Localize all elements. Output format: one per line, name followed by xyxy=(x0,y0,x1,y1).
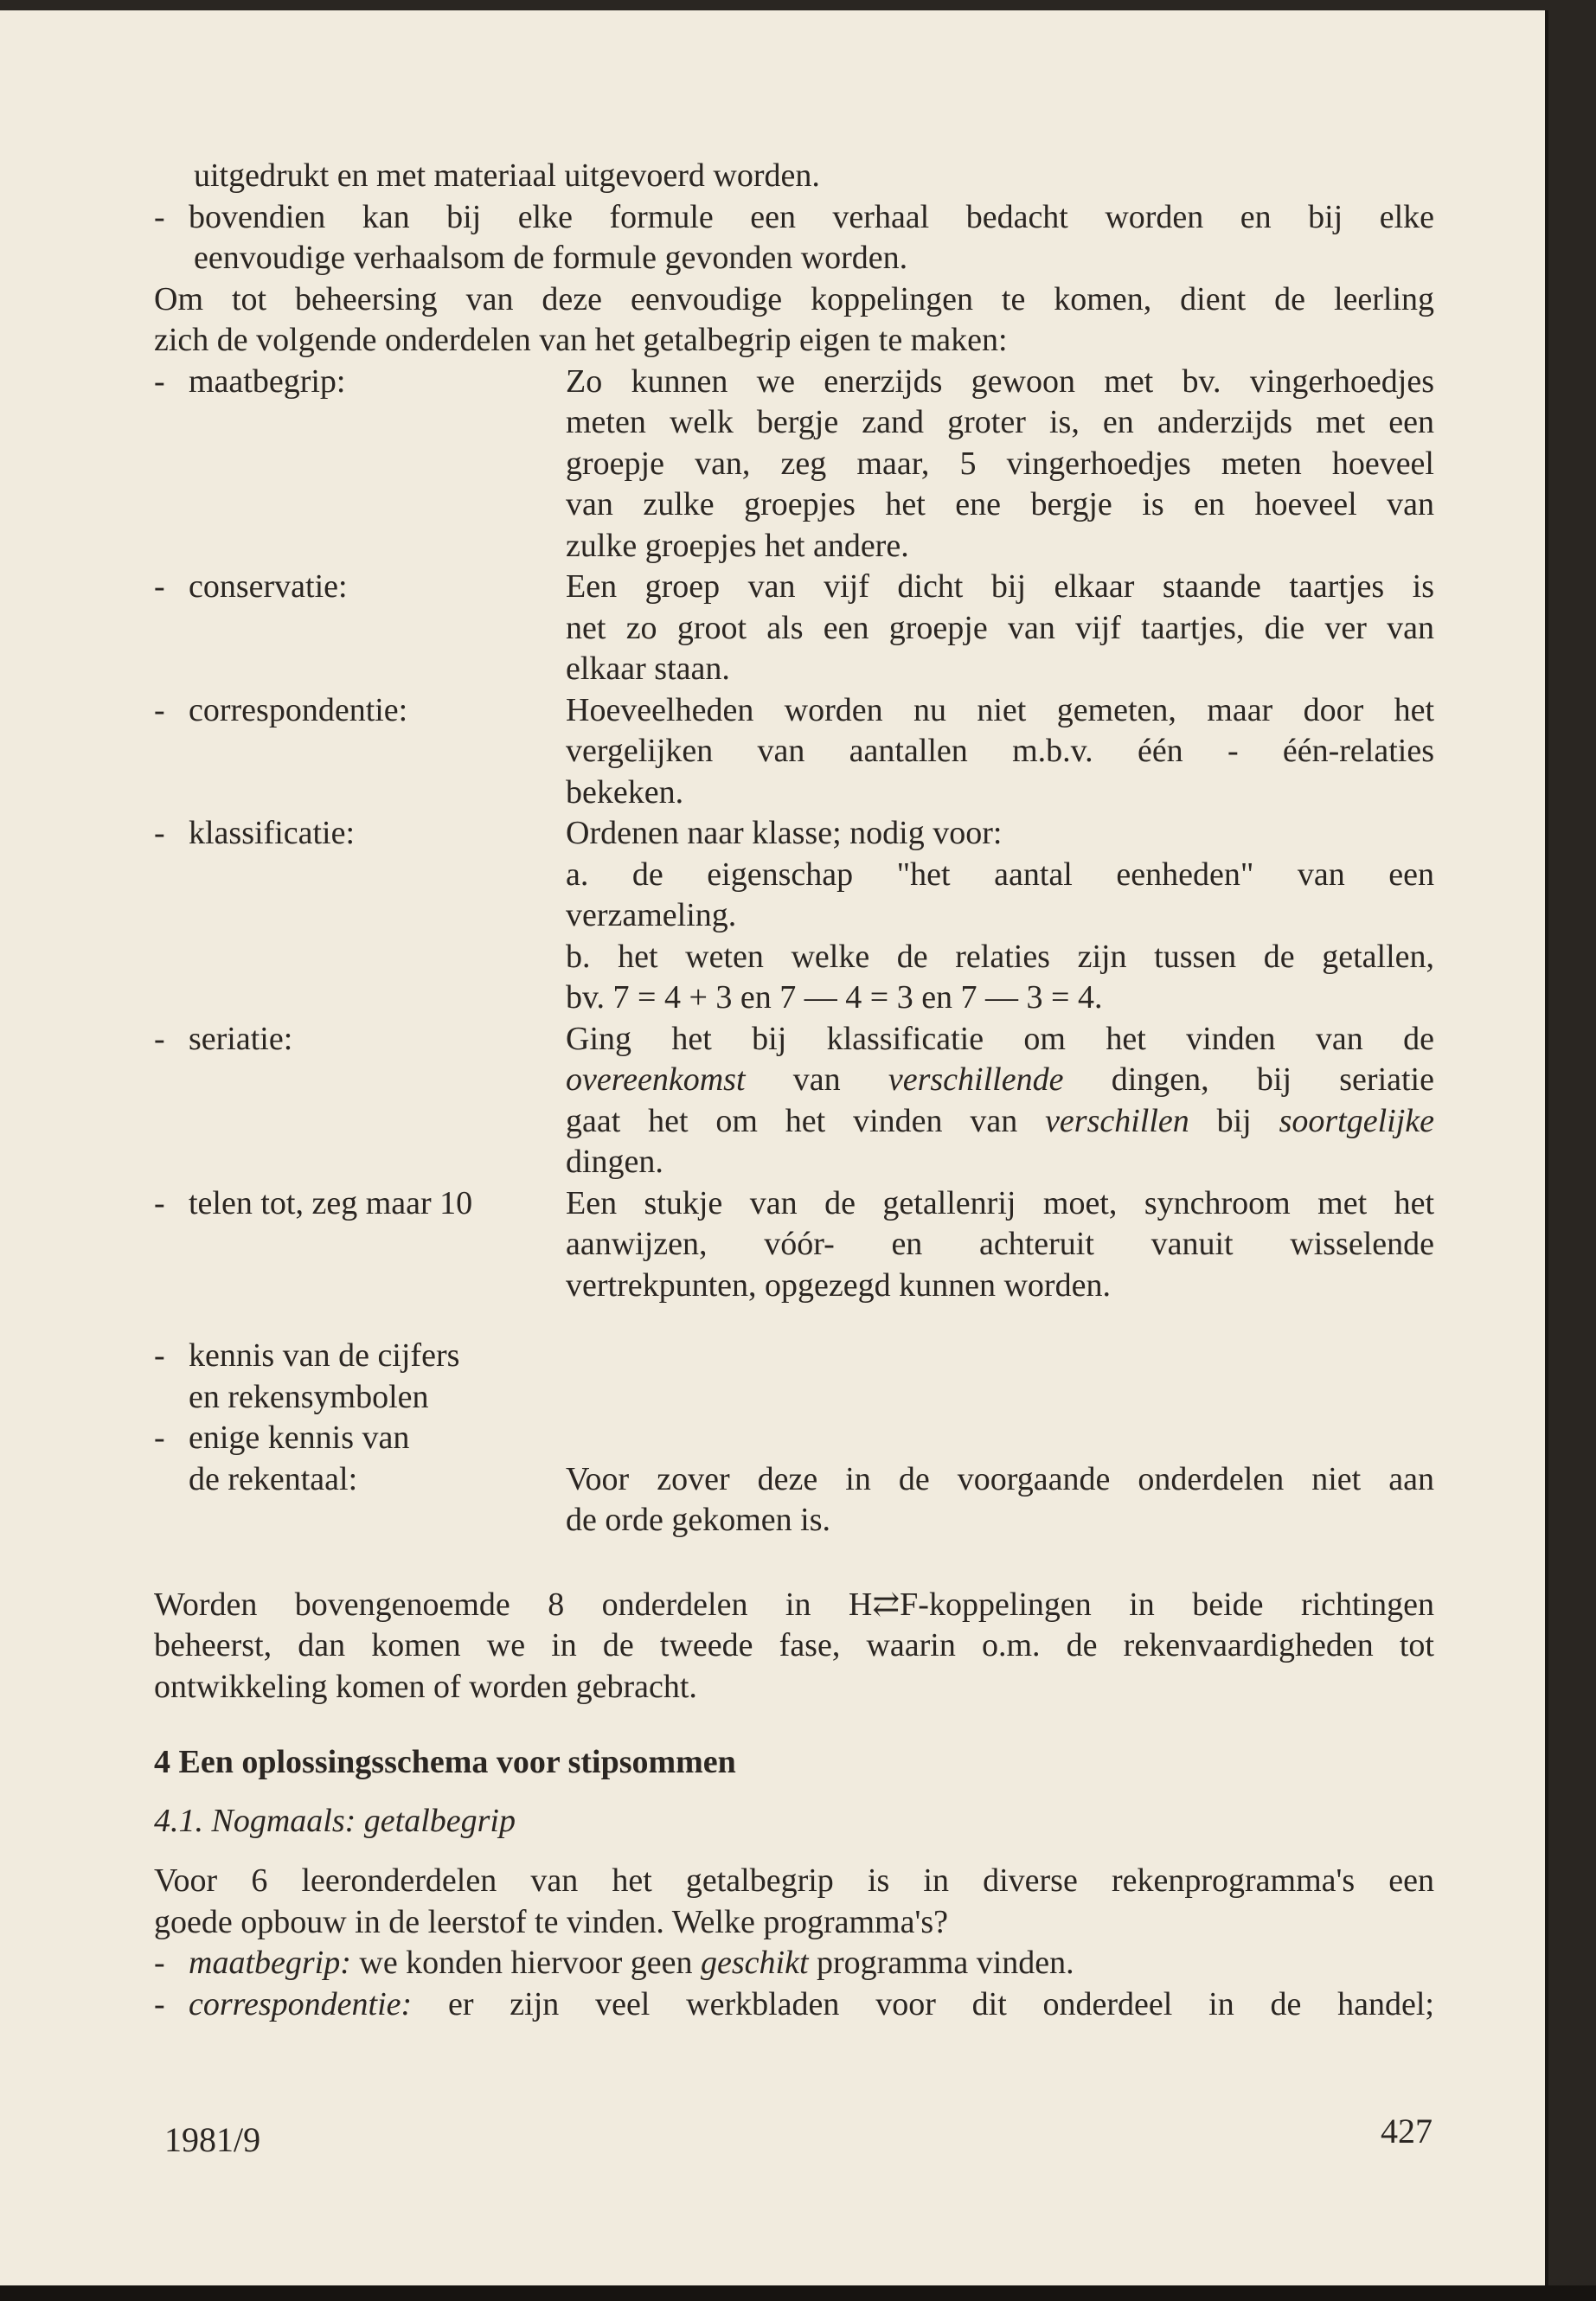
bullet-dash: - xyxy=(154,1985,165,2022)
term-label: conservatie: xyxy=(189,568,348,605)
bullet-dash: - xyxy=(154,198,165,235)
page-content xyxy=(154,156,1434,2025)
list-term xyxy=(154,1019,566,1183)
description-line: de orde gekomen is. xyxy=(566,1502,831,1538)
bullet-dash: - xyxy=(154,815,165,851)
bullet-dash: - xyxy=(154,1184,165,1221)
term-label: en rekensymbolen xyxy=(189,1378,429,1415)
issue-number: 1981/9 xyxy=(164,2120,261,2159)
emphasis: maatbegrip: xyxy=(189,1945,351,1981)
list-item-klassificatie xyxy=(154,813,1434,1019)
list-item-telen xyxy=(154,1183,1434,1307)
bullet-line xyxy=(154,1984,1434,2026)
list-description xyxy=(566,362,1434,567)
list-term xyxy=(154,567,566,690)
spacer xyxy=(154,1708,1434,1742)
list-description xyxy=(566,1183,1434,1307)
intro-bullet-continuation: eenvoudige verhaalsom de formule gevonden worden. xyxy=(194,240,908,276)
bullet-dash: - xyxy=(154,1337,165,1374)
term-label: kennis van de cijfers xyxy=(189,1337,460,1374)
emphasis: soortgelijke xyxy=(1279,1102,1434,1139)
term-label: telen tot, zeg maar 10 xyxy=(189,1184,473,1221)
emphasis: correspondentie: xyxy=(189,1985,413,2022)
description-line xyxy=(566,1060,1434,1101)
term-label: klassificatie: xyxy=(189,815,356,851)
bullet-line xyxy=(154,1943,1434,1984)
page-bottom-edge xyxy=(0,2285,1596,2301)
summary-line: beheerst, dan komen we in de tweede fase, waarin o.m. de rekenvaardigheden tot xyxy=(154,1627,1434,1663)
text-run: programma vinden. xyxy=(808,1945,1074,1981)
text-run: bij xyxy=(1189,1102,1279,1139)
spacer xyxy=(154,1842,1434,1861)
summary-line: ontwikkeling komen of worden gebracht. xyxy=(154,1668,697,1705)
list-description xyxy=(566,1019,1434,1183)
list-term xyxy=(154,1183,566,1307)
spacer xyxy=(154,1541,1434,1585)
list-item-conservatie xyxy=(154,567,1434,690)
text-run: dingen, bij seriatie xyxy=(1063,1061,1434,1098)
description-line: zulke groepjes het andere. xyxy=(566,527,909,564)
description-line: Voor zover deze in de voorgaande onderdelen niet aan xyxy=(566,1460,1434,1497)
description-line: Ging het bij klassificatie om het vinden van de xyxy=(566,1020,1434,1057)
text-run: van xyxy=(745,1061,888,1098)
description-line: vergelijken van aantallen m.b.v. één - één-relaties xyxy=(566,733,1434,769)
description-line: Zo kunnen we enerzijds gewoon met bv. vingerhoedjes xyxy=(566,362,1434,400)
list-item-rekentaal xyxy=(154,1418,1434,1541)
term-label: enige kennis van xyxy=(189,1420,410,1456)
description-line xyxy=(566,1101,1434,1143)
list-description xyxy=(566,567,1434,690)
intro-bullet-line xyxy=(154,197,1434,239)
description-line: meten welk bergje zand groter is, en anderzijds met een xyxy=(566,404,1434,440)
intro-paragraph-line: zich de volgende onderdelen van het getalbegrip eigen te maken: xyxy=(154,322,1008,358)
description-line: bv. 7 = 4 + 3 en 7 — 4 = 3 en 7 — 3 = 4. xyxy=(566,979,1103,1016)
list-item-correspondentie xyxy=(154,690,1434,814)
paragraph-line: Voor 6 leeronderdelen van het getalbegrip is in diverse rekenprogramma's een xyxy=(154,1862,1434,1899)
text-run: gaat het om het vinden van xyxy=(566,1102,1046,1139)
description-line: net zo groot als een groepje van vijf taartjes, die ver van xyxy=(566,609,1434,646)
list-term xyxy=(154,813,566,1019)
term-label: seriatie: xyxy=(189,1020,293,1057)
term-label: de rekentaal: xyxy=(189,1460,358,1497)
list-description xyxy=(566,1418,1434,1541)
intro-line: uitgedrukt en met materiaal uitgevoerd worden. xyxy=(194,157,820,194)
list-description xyxy=(566,690,1434,814)
list-term xyxy=(154,1418,566,1541)
bullet-dash: - xyxy=(154,362,165,400)
emphasis: verschillen xyxy=(1045,1102,1189,1139)
section-heading: 4 Een oplossingsschema voor stipsommen xyxy=(154,1744,736,1780)
bullet-dash: - xyxy=(154,1420,165,1456)
term-line xyxy=(154,1336,566,1377)
summary-line: Worden bovengenoemde 8 onderdelen in H⇄F-koppelingen in beide richtingen xyxy=(154,1586,1434,1623)
intro-paragraph-line: Om tot beheersing van deze eenvoudige koppelingen te komen, dient de leerling xyxy=(154,280,1434,317)
term-line xyxy=(154,1418,566,1459)
text-run: er zijn veel werkbladen voor dit onderdeel in de handel; xyxy=(412,1985,1434,2022)
description-line: van zulke groepjes het ene bergje is en hoeveel van xyxy=(566,486,1434,522)
description-line: b. het weten welke de relaties zijn tussen de getallen, xyxy=(566,938,1434,975)
list-description xyxy=(566,813,1434,1019)
text-run: we konden hiervoor geen xyxy=(350,1945,702,1981)
term-label: maatbegrip: xyxy=(189,362,346,400)
term-label: correspondentie: xyxy=(189,691,408,728)
emphasis: overeenkomst xyxy=(566,1061,746,1098)
section-subheading: 4.1. Nogmaals: getalbegrip xyxy=(154,1802,516,1839)
description-line: bekeken. xyxy=(566,773,684,811)
emphasis: geschikt xyxy=(701,1945,809,1981)
description-line: Een groep van vijf dicht bij elkaar staande taartjes is xyxy=(566,568,1434,605)
spacer xyxy=(154,1784,1434,1801)
bullet-dash: - xyxy=(154,691,165,728)
description-line: aanwijzen, vóór- en achteruit vanuit wisselende xyxy=(566,1226,1434,1262)
list-term xyxy=(154,690,566,814)
list-term xyxy=(154,362,566,567)
description-line: Een stukje van de getallenrij moet, synchroom met het xyxy=(566,1184,1434,1221)
description-line: verzameling. xyxy=(566,897,737,933)
description-line: Ordenen naar klasse; nodig voor: xyxy=(566,815,1003,851)
list-item-cijfers xyxy=(154,1336,1434,1418)
list-item-seriatie xyxy=(154,1019,1434,1183)
description-line: groepje van, zeg maar, 5 vingerhoedjes meten hoeveel xyxy=(566,445,1434,482)
intro-bullet-text: bovendien kan bij elke formule een verhaal bedacht worden en bij elke xyxy=(189,198,1434,235)
list-term xyxy=(154,1336,566,1418)
bullet-dash: - xyxy=(154,1945,165,1981)
description-line: a. de eigenschap "het aantal eenheden" van een xyxy=(566,856,1434,893)
emphasis: verschillende xyxy=(888,1061,1064,1098)
page-number: 427 xyxy=(1381,2112,1433,2150)
description-line: elkaar staan. xyxy=(566,651,730,687)
description-line: Hoeveelheden worden nu niet gemeten, maar door het xyxy=(566,691,1434,728)
list-item-maatbegrip xyxy=(154,362,1434,567)
bullet-dash: - xyxy=(154,1020,165,1057)
description-line: vertrekpunten, opgezegd kunnen worden. xyxy=(566,1266,1111,1304)
spacer xyxy=(154,1306,1434,1336)
description-line: dingen. xyxy=(566,1144,663,1180)
bullet-dash: - xyxy=(154,568,165,605)
paragraph-line: goede opbouw in de leerstof te vinden. Welke programma's? xyxy=(154,1903,948,1940)
